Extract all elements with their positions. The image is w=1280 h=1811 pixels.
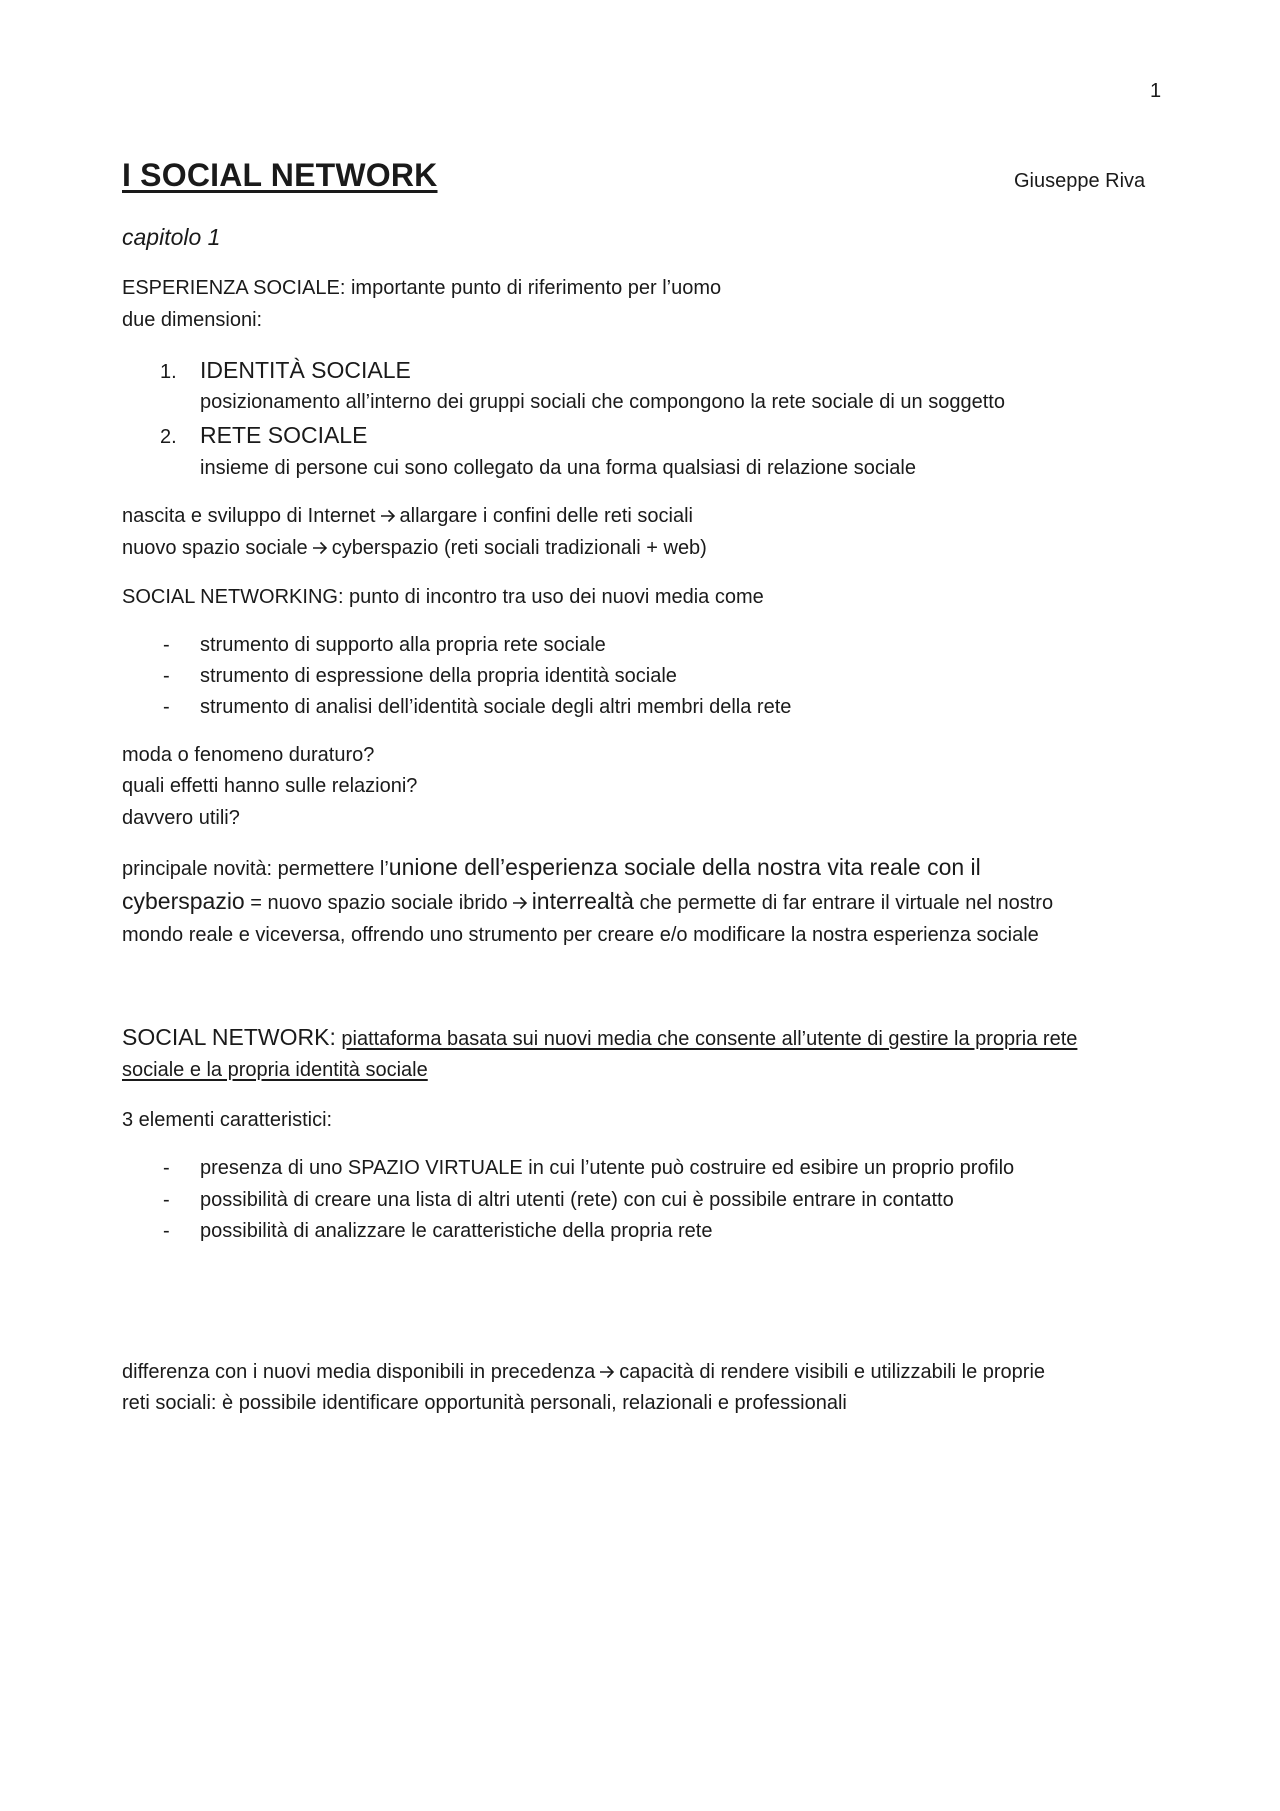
chapter-label: capitolo 1	[122, 224, 221, 250]
dimension-label: IDENTITÀ SOCIALE	[200, 357, 411, 383]
arrow-right-icon	[512, 895, 528, 911]
bullet-dash: -	[163, 1220, 170, 1242]
cyberspace-text: cyberspazio (reti sociali tradizionali + web)	[331, 537, 707, 559]
definition-text: sociale e la propria identità sociale	[122, 1059, 428, 1081]
elements-intro: 3 elementi caratteristici:	[122, 1109, 333, 1131]
bullet-dash: -	[163, 1157, 170, 1179]
page-number: 1	[1150, 80, 1162, 102]
novita-emphasis: unione dell’esperienza sociale della nostra vita reale con il	[388, 854, 981, 880]
differenza-line	[122, 1362, 1045, 1382]
novita-text: = nuovo spazio sociale ibrido	[244, 892, 508, 914]
differenza-line: reti sociali: è possibile identificare opportunità personali, relazionali e professionali	[122, 1392, 847, 1414]
bullet-dash: -	[163, 696, 170, 718]
list-item: strumento di espressione della propria identità sociale	[200, 665, 677, 687]
question-line: quali effetti hanno sulle relazioni?	[122, 775, 418, 797]
list-number: 2.	[160, 426, 177, 448]
internet-text: nascita e sviluppo di Internet	[122, 505, 376, 527]
list-item: possibilità di analizzare le caratteristiche della propria rete	[200, 1220, 713, 1242]
dimensions-intro: due dimensioni:	[122, 309, 263, 331]
bullet-dash: -	[163, 665, 170, 687]
list-item: possibilità di creare una lista di altri utenti (rete) con cui è possibile entrare in contatto	[200, 1189, 954, 1211]
novita-line	[122, 890, 1053, 913]
list-item: presenza di uno SPAZIO VIRTUALE in cui l’utente può costruire ed esibire un proprio profilo	[200, 1157, 1015, 1179]
dimension-description: insieme di persone cui sono collegato da una forma qualsiasi di relazione sociale	[200, 457, 916, 479]
definition-text: piattaforma basata sui nuovi media che consente all’utente di gestire la propria rete	[341, 1028, 1078, 1050]
list-item: strumento di supporto alla propria rete sociale	[200, 634, 606, 656]
novita-line	[122, 856, 981, 879]
novita-text: principale novità: permettere l’	[122, 858, 389, 880]
arrow-right-icon	[312, 540, 328, 556]
document-title: I SOCIAL NETWORK	[122, 157, 438, 193]
differenza-text: differenza con i nuovi media disponibili in precedenza	[122, 1361, 596, 1383]
question-line: moda o fenomeno duraturo?	[122, 744, 375, 766]
author-name: Giuseppe Riva	[1014, 170, 1146, 192]
arrow-right-icon	[599, 1364, 615, 1380]
cyberspace-text: nuovo spazio sociale	[122, 537, 308, 559]
differenza-text: capacità di rendere visibili e utilizzabili le proprie	[619, 1361, 1046, 1383]
dimension-description: posizionamento all’interno dei gruppi sociali che compongono la rete sociale di un soggetto	[200, 391, 1005, 413]
bullet-dash: -	[163, 634, 170, 656]
bullet-dash: -	[163, 1189, 170, 1211]
esperienza-line: ESPERIENZA SOCIALE: importante punto di riferimento per l’uomo	[122, 277, 722, 299]
novita-emphasis: cyberspazio	[122, 888, 245, 914]
arrow-right-icon	[380, 508, 396, 524]
list-number: 1.	[160, 361, 177, 383]
definition-term: SOCIAL NETWORK:	[122, 1024, 336, 1050]
cyberspace-line	[122, 538, 707, 558]
novita-emphasis: interrealtà	[531, 888, 634, 914]
networking-intro: SOCIAL NETWORKING: punto di incontro tra uso dei nuovi media come	[122, 586, 764, 608]
novita-line: mondo reale e viceversa, offrendo uno strumento per creare e/o modificare la nostra esperienza sociale	[122, 924, 1039, 946]
novita-text: che permette di far entrare il virtuale nel nostro	[633, 892, 1054, 914]
dimension-label: RETE SOCIALE	[200, 422, 368, 448]
internet-line	[122, 506, 693, 526]
internet-text: allargare i confini delle reti sociali	[399, 505, 693, 527]
question-line: davvero utili?	[122, 807, 240, 829]
definition-line	[122, 1026, 1077, 1049]
list-item: strumento di analisi dell’identità sociale degli altri membri della rete	[200, 696, 792, 718]
